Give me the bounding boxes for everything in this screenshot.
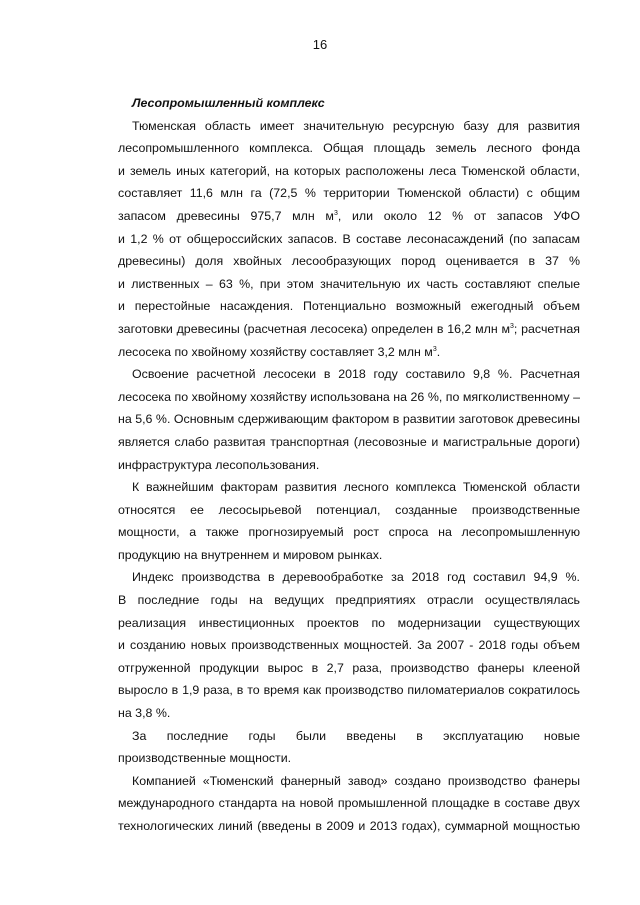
text-line: продукцию на внутреннем и мировом рынках. — [118, 547, 383, 562]
text-line: относятся ее лесосырьевой потенциал, созданные производственные — [118, 502, 580, 517]
text-line: инфраструктура лесопользования. — [118, 457, 320, 472]
text-line: является слабо развитая транспортная (лесовозные и магистральные дороги) — [118, 434, 580, 449]
text-line: производственные мощности. — [118, 751, 292, 766]
text-line: В последние годы на ведущих предприятиях отрасли осуществлялась — [118, 593, 580, 608]
text-line: и перестойные насаждения. Потенциально возможный ежегодный объем — [118, 299, 580, 314]
paragraph — [118, 115, 580, 364]
text-line: К важнейшим факторам развития лесного комплекса Тюменской области — [132, 480, 580, 495]
text-line: и лиственных – 63 %, при этом значительную их часть составляют спелые — [118, 276, 580, 291]
text-line: международного стандарта на новой промышленной площадке в составе двух — [118, 796, 580, 811]
text-line: лесосека по хвойному хозяйству использована на 26 %, по мягколиственному – — [118, 389, 580, 404]
text-line: Освоение расчетной лесосеки в 2018 году составило 9,8 %. Расчетная — [132, 367, 580, 382]
paragraph — [118, 476, 580, 566]
text-line: За последние годы были введены в эксплуатацию новые — [132, 728, 580, 743]
paragraph — [118, 770, 580, 838]
text-line: запасом древесины 975,7 млн $м^3$, или около 12 % от запасов УФО — [118, 208, 580, 223]
text-line: реализация инвестиционных проектов по модернизации существующих — [118, 615, 580, 630]
text-line: лесосека по хвойному хозяйству составляет 3,2 млн $м^3$. — [118, 344, 441, 359]
text-line: Индекс производства в деревообработке за 2018 год составил 94,9 %. — [132, 570, 580, 585]
text-line: и 1,2 % от общероссийских запасов. В составе лесонасаждений (по запасам — [118, 231, 580, 246]
section-heading: Лесопромышленный комплекс — [132, 96, 325, 110]
text-line: составляет 11,6 млн га (72,5 % территории Тюменской области) с общим — [118, 186, 580, 201]
text-line: лесопромышленного комплекса. Общая площадь земель лесного фонда — [118, 141, 580, 156]
text-line: Компанией «Тюменский фанерный завод» создано производство фанеры — [132, 773, 580, 788]
text-line: выросло в 1,9 раза, в то время как производство пиломатериалов сократилось — [118, 683, 580, 698]
paragraph — [118, 363, 580, 476]
text-line: и созданию новых производственных мощностей. За 2007 - 2018 годы объем — [118, 638, 580, 653]
text-line: технологических линий (введены в 2009 и 2013 годах), суммарной мощностью — [118, 819, 580, 833]
text-line: и земель иных категорий, на которых расположены леса Тюменской области, — [118, 163, 580, 178]
paragraph — [118, 566, 580, 724]
text-line: отгруженной продукции вырос в 2,7 раза, производство фанеры клееной — [118, 660, 580, 675]
text-line: на 3,8 %. — [118, 706, 171, 721]
text-line: Тюменская область имеет значительную ресурсную базу для развития — [132, 118, 580, 133]
paragraphs — [118, 115, 580, 838]
paragraph — [118, 725, 580, 770]
text-line: древесины) доля хвойных лесообразующих пород оценивается в 37 % — [118, 254, 580, 269]
text-line: мощности, а также прогнозируемый рост спроса на лесопромышленную — [118, 525, 580, 540]
superscript: 3 — [333, 209, 338, 217]
text-line: на 5,6 %. Основным сдерживающим фактором в развитии заготовок древесины — [118, 412, 580, 427]
superscript: 3 — [509, 322, 514, 330]
text-line: заготовки древесины (расчетная лесосека) определен в 16,2 млн $м^3$; расчетная — [118, 321, 581, 336]
document-body — [118, 92, 580, 838]
superscript: 3 — [432, 345, 437, 353]
page-number: 16 — [312, 37, 328, 52]
